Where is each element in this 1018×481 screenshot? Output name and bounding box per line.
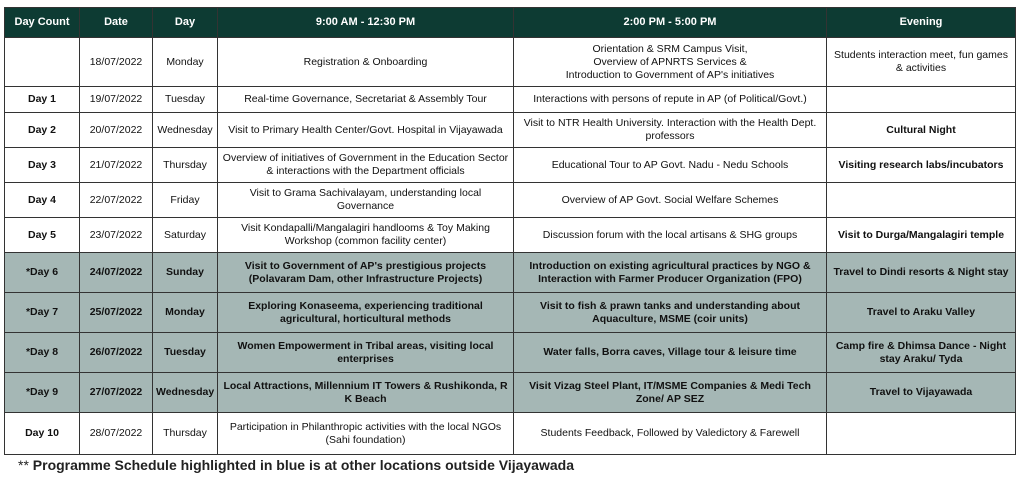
table-row: [5, 333, 1016, 373]
morning-session-cell: Visit to Grama Sachivalayam, understanding local Governance: [218, 183, 514, 218]
day-count-cell: *Day 8: [5, 333, 80, 373]
header-date: Date: [80, 8, 153, 38]
header-day-count: Day Count: [5, 8, 80, 38]
morning-session-cell: Overview of initiatives of Government in the Education Sector & interactions with the Department officials: [218, 148, 514, 183]
morning-session-cell: Exploring Konaseema, experiencing traditional agricultural, horticultural methods: [218, 293, 514, 333]
day-count-cell: *Day 7: [5, 293, 80, 333]
evening-session-cell: Cultural Night: [827, 113, 1016, 148]
afternoon-session-cell: Visit to fish & prawn tanks and understanding about Aquaculture, MSME (coir units): [514, 293, 827, 333]
schedule-container: [4, 7, 1015, 455]
day-count-cell: Day 10: [5, 413, 80, 455]
footnote: [18, 457, 574, 473]
date-cell: 28/07/2022: [80, 413, 153, 455]
afternoon-session-cell: Interactions with persons of repute in AP (of Political/Govt.): [514, 87, 827, 113]
weekday-cell: Monday: [153, 38, 218, 87]
date-cell: 24/07/2022: [80, 253, 153, 293]
date-cell: 26/07/2022: [80, 333, 153, 373]
footnote-text: Programme Schedule highlighted in blue is at other locations outside Vijayawada: [32, 457, 574, 473]
header-row: [5, 8, 1016, 38]
evening-session-cell: Camp fire & Dhimsa Dance - Night stay Araku/ Tyda: [827, 333, 1016, 373]
morning-session-cell: Real-time Governance, Secretariat & Assembly Tour: [218, 87, 514, 113]
day-count-cell: Day 1: [5, 87, 80, 113]
evening-session-cell: Travel to Vijayawada: [827, 373, 1016, 413]
afternoon-session-cell: Visit to NTR Health University. Interaction with the Health Dept. professors: [514, 113, 827, 148]
date-cell: 18/07/2022: [80, 38, 153, 87]
header-morning: 9:00 AM - 12:30 PM: [218, 8, 514, 38]
afternoon-session-cell: Introduction on existing agricultural practices by NGO & Interaction with Farmer Producer Organization (FPO): [514, 253, 827, 293]
table-row: [5, 38, 1016, 87]
table-row: [5, 293, 1016, 333]
table-row: [5, 87, 1016, 113]
morning-session-cell: Visit to Primary Health Center/Govt. Hospital in Vijayawada: [218, 113, 514, 148]
weekday-cell: Tuesday: [153, 87, 218, 113]
weekday-cell: Wednesday: [153, 373, 218, 413]
weekday-cell: Tuesday: [153, 333, 218, 373]
weekday-cell: Monday: [153, 293, 218, 333]
afternoon-session-cell: Discussion forum with the local artisans & SHG groups: [514, 218, 827, 253]
date-cell: 21/07/2022: [80, 148, 153, 183]
date-cell: 23/07/2022: [80, 218, 153, 253]
evening-session-cell: [827, 413, 1016, 455]
evening-session-cell: Visit to Durga/Mangalagiri temple: [827, 218, 1016, 253]
morning-session-cell: Visit Kondapalli/Mangalagiri handlooms & Toy Making Workshop (common facility center): [218, 218, 514, 253]
table-row: [5, 253, 1016, 293]
morning-session-cell: Women Empowerment in Tribal areas, visiting local enterprises: [218, 333, 514, 373]
weekday-cell: Wednesday: [153, 113, 218, 148]
afternoon-session-cell: Visit Vizag Steel Plant, IT/MSME Companies & Medi Tech Zone/ AP SEZ: [514, 373, 827, 413]
table-row: [5, 113, 1016, 148]
table-row: [5, 373, 1016, 413]
date-cell: 27/07/2022: [80, 373, 153, 413]
day-count-cell: Day 4: [5, 183, 80, 218]
day-count-cell: Day 5: [5, 218, 80, 253]
day-count-cell: [5, 38, 80, 87]
table-row: [5, 148, 1016, 183]
evening-session-cell: Visiting research labs/incubators: [827, 148, 1016, 183]
day-count-cell: Day 3: [5, 148, 80, 183]
header-evening: Evening: [827, 8, 1016, 38]
afternoon-session-cell: Students Feedback, Followed by Valedictory & Farewell: [514, 413, 827, 455]
schedule-table: [4, 7, 1016, 455]
afternoon-session-cell: Orientation & SRM Campus Visit, Overview of APNRTS Services & Introduction to Government of AP's initiatives: [514, 38, 827, 87]
weekday-cell: Thursday: [153, 148, 218, 183]
afternoon-session-cell: Water falls, Borra caves, Village tour & leisure time: [514, 333, 827, 373]
morning-session-cell: Registration & Onboarding: [218, 38, 514, 87]
morning-session-cell: Local Attractions, Millennium IT Towers & Rushikonda, R K Beach: [218, 373, 514, 413]
date-cell: 19/07/2022: [80, 87, 153, 113]
date-cell: 22/07/2022: [80, 183, 153, 218]
day-count-cell: Day 2: [5, 113, 80, 148]
table-row: [5, 183, 1016, 218]
evening-session-cell: Students interaction meet, fun games & activities: [827, 38, 1016, 87]
weekday-cell: Sunday: [153, 253, 218, 293]
weekday-cell: Saturday: [153, 218, 218, 253]
afternoon-session-cell: Educational Tour to AP Govt. Nadu - Nedu Schools: [514, 148, 827, 183]
morning-session-cell: Participation in Philanthropic activities with the local NGOs (Sahi foundation): [218, 413, 514, 455]
evening-session-cell: Travel to Araku Valley: [827, 293, 1016, 333]
morning-session-cell: Visit to Government of AP's prestigious projects (Polavaram Dam, other Infrastructure Projects): [218, 253, 514, 293]
footnote-stars: **: [18, 457, 29, 473]
header-day: Day: [153, 8, 218, 38]
date-cell: 25/07/2022: [80, 293, 153, 333]
weekday-cell: Thursday: [153, 413, 218, 455]
evening-session-cell: [827, 87, 1016, 113]
evening-session-cell: Travel to Dindi resorts & Night stay: [827, 253, 1016, 293]
afternoon-session-cell: Overview of AP Govt. Social Welfare Schemes: [514, 183, 827, 218]
evening-session-cell: [827, 183, 1016, 218]
date-cell: 20/07/2022: [80, 113, 153, 148]
day-count-cell: *Day 6: [5, 253, 80, 293]
day-count-cell: *Day 9: [5, 373, 80, 413]
weekday-cell: Friday: [153, 183, 218, 218]
table-row: [5, 218, 1016, 253]
header-afternoon: 2:00 PM - 5:00 PM: [514, 8, 827, 38]
table-row: [5, 413, 1016, 455]
